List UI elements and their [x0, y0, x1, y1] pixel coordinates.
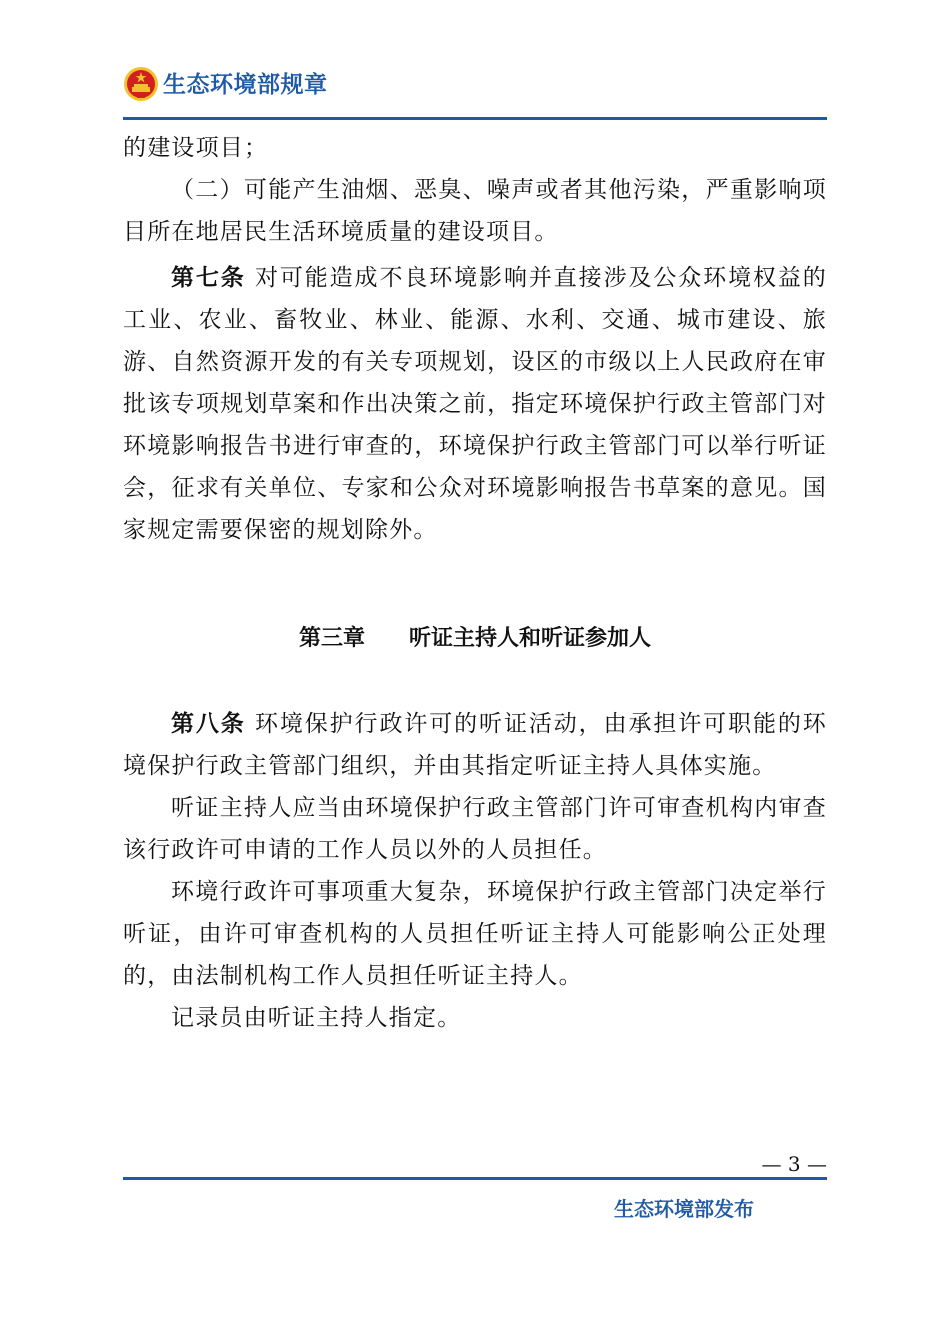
article-eight-label: 第八条	[171, 711, 246, 737]
chapter-title: 听证主持人和听证参加人	[409, 626, 652, 651]
document-body	[123, 127, 827, 1039]
article-seven	[123, 257, 827, 551]
paragraph-major-matters: 环境行政许可事项重大复杂，环境保护行政主管部门决定举行听证，由许可审查机构的人员担任听证主持人可能影响公正处理的，由法制机构工作人员担任听证主持人。	[123, 879, 827, 989]
paragraph-continuation: 的建设项目；	[123, 135, 269, 161]
header-divider	[123, 117, 827, 120]
page-header	[123, 66, 827, 110]
article-eight	[123, 703, 827, 787]
footer-publisher: 生态环境部发布	[614, 1197, 754, 1221]
paragraph-recorder: 记录员由听证主持人指定。	[171, 1005, 462, 1031]
page-number: — 3 —	[761, 1152, 827, 1176]
article-seven-label: 第七条	[171, 265, 246, 291]
chapter-number: 第三章	[298, 626, 365, 651]
article-seven-text: 对可能造成不良环境影响并直接涉及公众环境权益的工业、农业、畜牧业、林业、能源、水利、交通、城市建设、旅游、自然资源开发的有关专项规划，设区的市级以上人民政府在审批该专项规划草案和作出决策之前，指定环境保护行政主管部门对环境影响报告书进行审查的，环境保护行政主管部门可以举行听证会，征求有关单位、专家和公众对环境影响报告书草案的意见。国家规定需要保密的规划除外。	[123, 265, 827, 543]
national-emblem-icon	[123, 66, 159, 102]
chapter-heading	[123, 619, 827, 659]
paragraph-hearing-host: 听证主持人应当由环境保护行政主管部门许可审查机构内审查该行政许可申请的工作人员以外的人员担任。	[123, 795, 827, 863]
header-title: 生态环境部规章	[163, 72, 328, 98]
footer-divider	[123, 1177, 827, 1180]
paragraph-item-two: （二）可能产生油烟、恶臭、噪声或者其他污染，严重影响项目所在地居民生活环境质量的建设项目。	[123, 177, 827, 245]
article-eight-text: 环境保护行政许可的听证活动，由承担许可职能的环境保护行政主管部门组织，并由其指定听证主持人具体实施。	[123, 711, 827, 779]
